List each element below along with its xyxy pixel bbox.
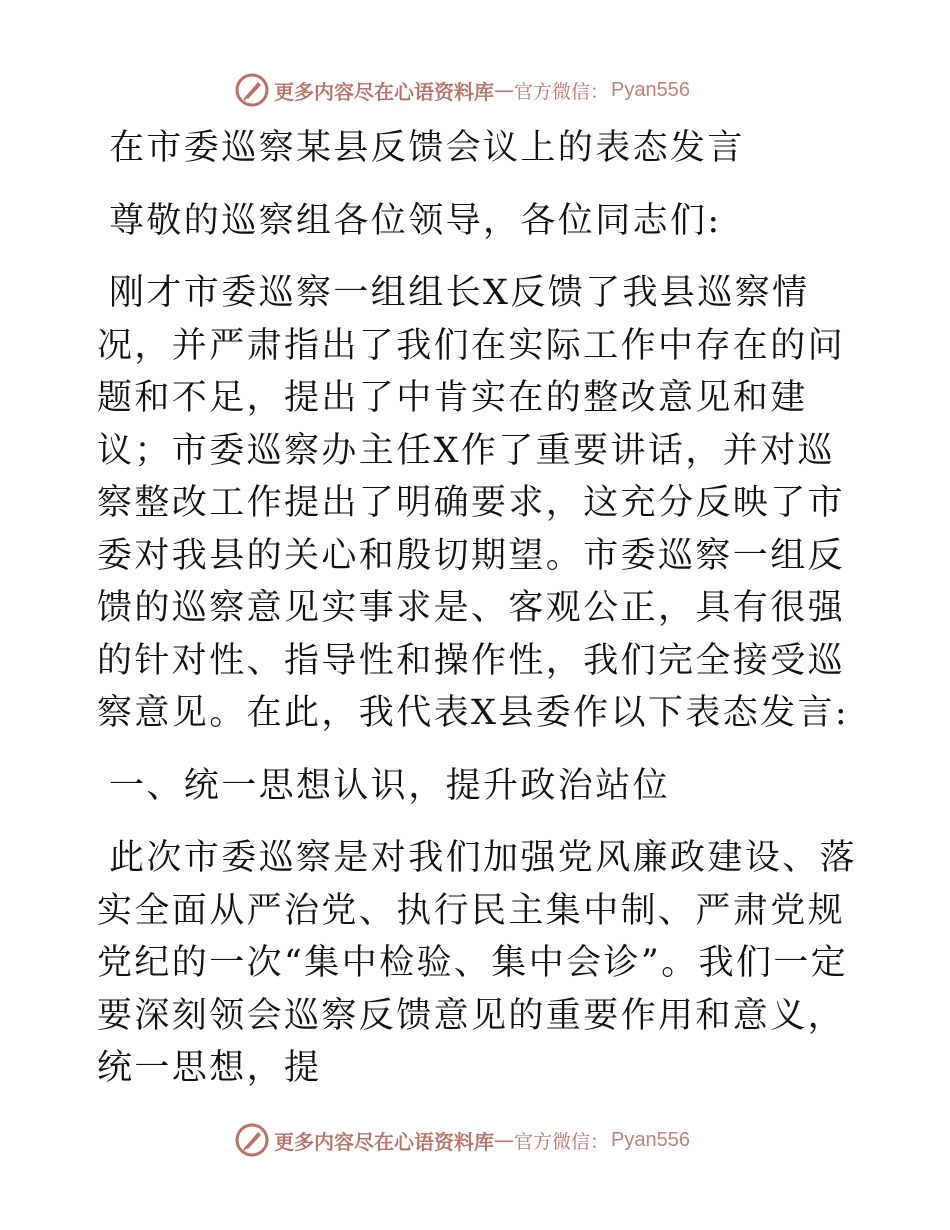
section-heading-1: 一、统一思想认识，提升政治站位 <box>109 765 671 806</box>
watermark-separator: — <box>494 78 514 102</box>
watermark-wechat-id: Pyan556 <box>611 78 690 101</box>
header-watermark <box>234 70 690 110</box>
watermark-wechat-label: 官方微信： <box>514 1130 610 1153</box>
document-body <box>97 122 857 1095</box>
watermark-wechat-id: Pyan556 <box>611 1128 690 1151</box>
watermark-site-text: 更多内容尽在心语资料库 <box>274 1129 494 1154</box>
watermark-separator: — <box>494 1128 514 1152</box>
salutation: 尊敬的巡察组各位领导，各位同志们: <box>109 200 722 241</box>
watermark-wechat-label: 官方微信： <box>514 80 610 103</box>
footer-watermark <box>234 1120 690 1160</box>
paragraph-1: 刚才市委巡察一组组长X反馈了我县巡察情况，并严肃指出了我们在实际工作中存在的问题和不足，提出了中肯实在的整改意见和建议；市委巡察办主任X作了重要讲话，并对巡察整改工作提出了明确要求，这充分反映了市委对我县的关心和殷切期望。市委巡察一组反馈的巡察意见实事求是、客观公正，具有很强的针对性、指导性和操作性，我们完全接受巡察意见。在此，我代表X县委作以下表态发言: <box>97 273 850 733</box>
quill-logo-icon <box>234 72 270 108</box>
paragraph-2: 此次市委巡察是对我们加强党风廉政建设、落实全面从严治党、执行民主集中制、严肃党规党纪的一次“集中检验、集中会诊”。我们一定要深刻领会巡察反馈意见的重要作用和意义，统一思想，提 <box>97 838 858 1088</box>
watermark-site-text: 更多内容尽在心语资料库 <box>274 79 494 104</box>
document-title: 在市委巡察某县反馈会议上的表态发言 <box>109 128 745 168</box>
quill-logo-icon <box>234 1122 270 1158</box>
